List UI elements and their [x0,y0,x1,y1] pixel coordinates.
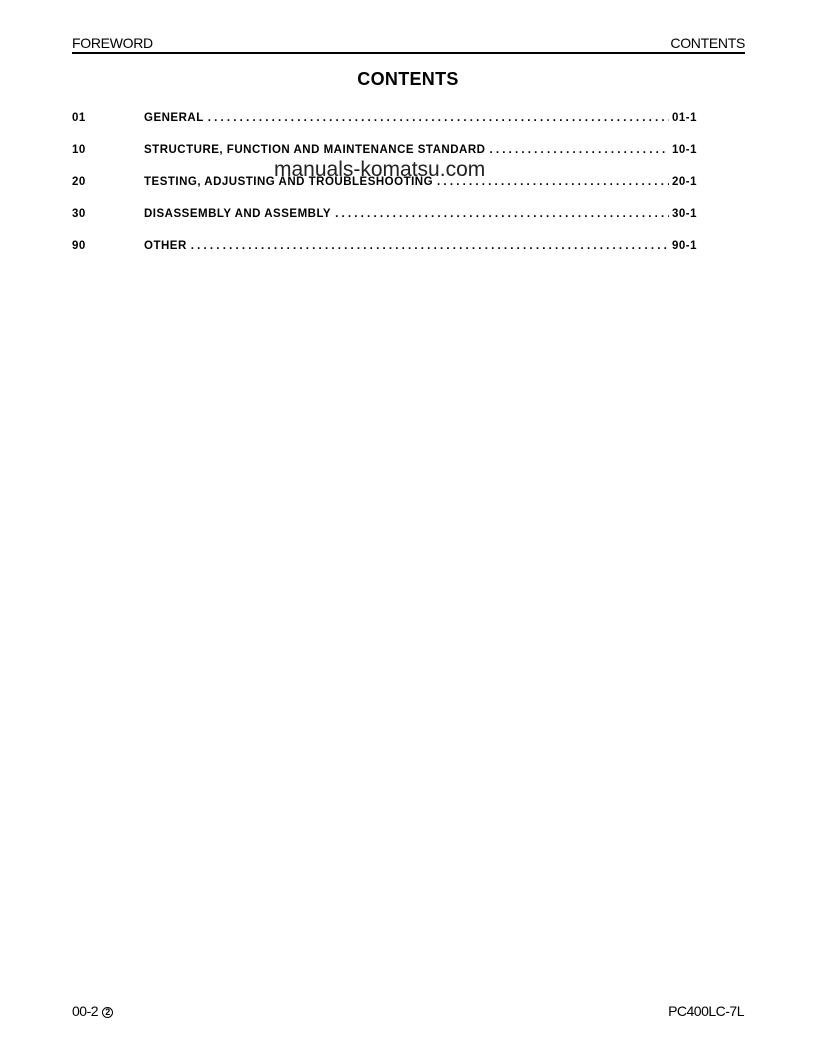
toc-page-ref: 10-1 [669,144,697,156]
page-title: CONTENTS [357,69,459,89]
toc-section-number: 90 [72,240,86,252]
toc-section-number: 30 [72,208,86,220]
toc-section-number: 01 [72,112,86,124]
page-header [72,34,745,54]
toc-page-ref: 30-1 [669,208,697,220]
toc-line [144,144,697,156]
toc-section-label: DISASSEMBLY AND ASSEMBLY [144,208,332,220]
toc-section-label: STRUCTURE, FUNCTION AND MAINTENANCE STANDARD [144,144,486,156]
dot-leader [191,240,669,252]
toc-page-ref: 20-1 [669,176,697,188]
footer-model: PC400LC-7L [668,1003,744,1019]
footer-page-number: 00-2 [72,1003,99,1019]
footer-page-number-group [72,1003,113,1019]
table-of-contents [72,111,697,271]
toc-entry-general[interactable] [72,111,697,143]
toc-line [144,240,697,252]
toc-section-number: 20 [72,176,86,188]
toc-entry-other[interactable] [72,239,697,271]
toc-section-number: 10 [72,144,86,156]
dot-leader [335,208,669,220]
toc-line [144,208,697,220]
header-page-title: CONTENTS [670,35,745,51]
header-section-title: FOREWORD [72,35,153,51]
toc-page-ref: 90-1 [669,240,697,252]
toc-section-label: OTHER [144,240,187,252]
toc-section-label: TESTING, ADJUSTING AND TROUBLESHOOTING [144,176,434,188]
toc-page-ref: 01-1 [669,112,697,124]
watermark: manuals-komatsu.com [274,158,486,181]
toc-entry-disassembly[interactable] [72,207,697,239]
dot-leader [208,112,669,124]
toc-line [144,112,697,124]
toc-section-label: GENERAL [144,112,204,124]
revision-mark-icon: 2 [102,1007,113,1018]
dot-leader [489,144,669,156]
